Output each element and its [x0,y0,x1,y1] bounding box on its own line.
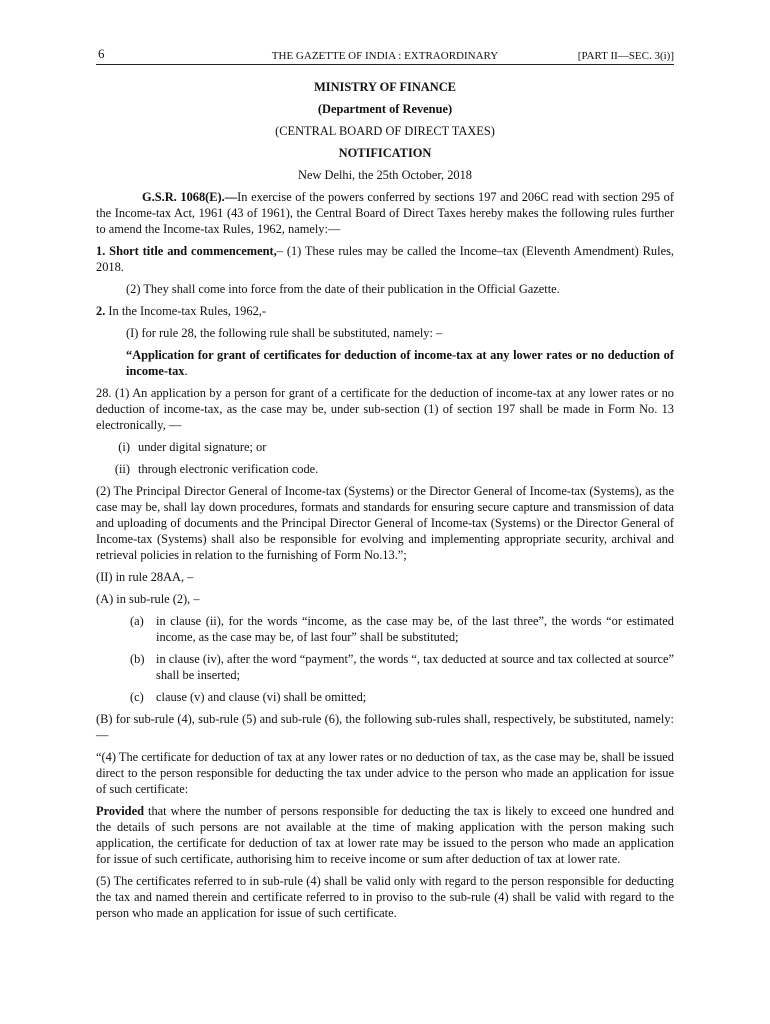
clause-number: (a) [130,614,144,628]
rule-28-intro: (I) for rule 28, the following rule shall be substituted, namely: – [126,326,443,340]
rule-28-title [96,347,674,379]
intro-paragraph [96,189,674,237]
ministry-heading: MINISTRY OF FINANCE [314,80,456,94]
part-section: [PART II—SEC. 3(i)] [577,50,674,62]
board-heading: (CENTRAL BOARD OF DIRECT TAXES) [275,124,495,138]
proviso-label: Provided [96,804,144,818]
rule-28aa-intro: (II) in rule 28AA, – [96,570,194,584]
sub-rule-b-intro: (B) for sub-rule (4), sub-rule (5) and sub-rule (6), the following sub-rules shall, respectively, be substituted, namely:— [96,712,674,742]
gsr-reference: G.S.R. 1068(E).— [142,190,238,204]
intro-text: In exercise of the powers conferred by sections 197 and 206C read with section 295 of the Income-tax Act, 1961 (43 of 1961), the Central Board of Direct Taxes hereby makes the following rules further to amend the Income-tax Rules, 1962, namely:— [96,190,674,236]
rule-28-title-end: . [184,364,188,378]
section-1-2: (2) They shall come into force from the date of their publication in the Official Gazette. [126,282,560,296]
clause-b [96,651,674,683]
clause-c [96,689,674,705]
list-item-number: (ii) [114,462,130,476]
clause-a [96,613,674,645]
section-1-label: 1. Short title and commencement, [96,244,277,258]
section-1-text: – (1) These rules may be called the Income–tax (Eleventh Amendment) Rules, 2018. [96,244,674,274]
clause-number: (b) [130,652,145,666]
clause-text: in clause (iv), after the word “payment”, the words “, tax deducted at source and tax collected at source” shall be inserted; [156,652,674,682]
clause-text: in clause (ii), for the words “income, as the case may be, of the last three”, the words “or estimated income, as the case may be, of last four” shall be substituted; [156,614,674,644]
gazette-title: THE GAZETTE OF INDIA : EXTRAORDINARY [271,50,499,62]
proviso [96,803,674,867]
rule-28-title-text: “Application for grant of certificates for deduction of income-tax at any lower rates or no deduction of income-tax [126,348,674,378]
sub-rule-4: “(4) The certificate for deduction of tax at any lower rates or no deduction of tax, as the case may be, shall be issued direct to the person responsible for deducting the tax under advice to the person who made an application for issue of such certificate: [96,750,674,796]
sub-rule-2-intro: (A) in sub-rule (2), – [96,592,200,606]
place-date: New Delhi, the 25th October, 2018 [298,168,472,182]
list-item-number: (i) [118,440,130,454]
rule-28-2: (2) The Principal Director General of Income-tax (Systems) or the Director General of Income-tax (Systems), as the case may be, shall lay down procedures, formats and standards for ensuring secure capture and transmission of data and uploading of documents and the Principal Director General of Income-tax (Systems) or the Director General of Income-tax (Systems) shall also be responsible for evolving and implementing appropriate security, archival and retrieval policies in relation to the furnishing of Form No.13.”; [96,484,674,562]
list-item [96,439,674,455]
section-2-text: In the Income-tax Rules, 1962,- [105,304,266,318]
running-header [96,46,674,65]
clause-text: clause (v) and clause (vi) shall be omitted; [156,690,367,704]
section-2-label: 2. [96,304,106,318]
sub-rule-5: (5) The certificates referred to in sub-rule (4) shall be valid only with regard to the person responsible for deducting the tax and named therein and certificate referred to in proviso to the sub-rule (4) shall be valid with regard to the person who made an application for issue of such certificate. [96,874,674,920]
notification-heading: NOTIFICATION [338,146,432,160]
list-item-text: under digital signature; or [138,440,267,454]
clause-number: (c) [130,690,144,704]
department-heading: (Department of Revenue) [317,102,453,116]
page-number: 6 [98,46,105,61]
rule-28-1: 28. (1) An application by a person for grant of a certificate for the deduction of income-tax at any lower rates or no deduction of income-tax, as the case may be, under sub-section (1) of section 197 shall be made in Form No. 13 electronically, — [96,386,674,432]
proviso-text: that where the number of persons responsible for deducting the tax is likely to exceed one hundred and the details of such persons are not available at the time of making application with the person making such application, the certificate for deduction of tax at lower rate may be issued to the person who made an application for issue of such certificate, authorising him to receive income or sum after deduction of tax at lower rate. [96,804,674,866]
section-1 [96,243,674,275]
list-item [96,461,674,477]
section-2 [96,303,674,319]
list-item-text: through electronic verification code. [138,462,319,476]
